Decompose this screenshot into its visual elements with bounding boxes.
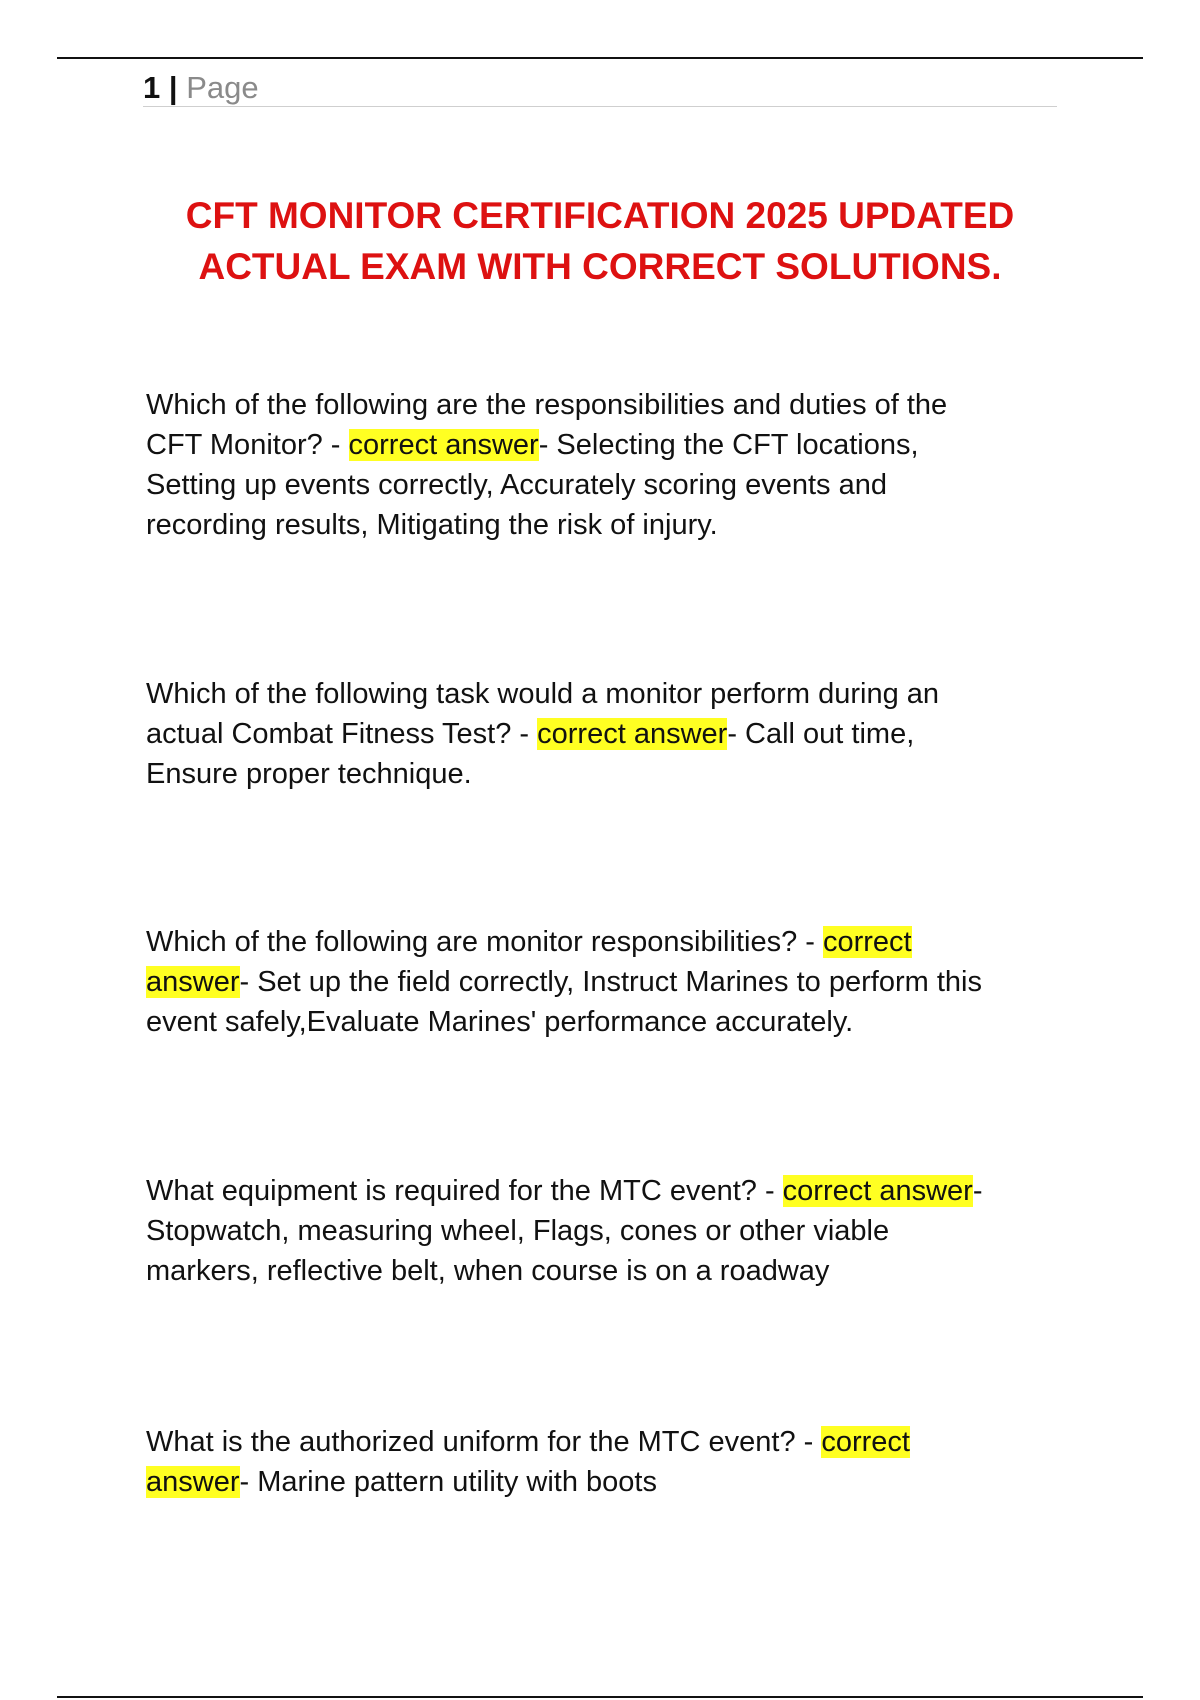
- answer-text: - Set up the field correctly, Instruct Marines to perform this event safely,Evaluate Marines' performance accurately.: [146, 966, 982, 1038]
- top-rule: [57, 57, 1143, 59]
- answer-marker: correct answer: [782, 1175, 973, 1207]
- answer-marker: correct answer: [348, 429, 539, 461]
- page-number: 1: [143, 70, 161, 105]
- page-label: Page: [186, 70, 259, 105]
- answer-text: - Marine pattern utility with boots: [239, 1466, 657, 1498]
- qa-item: [146, 385, 1006, 545]
- question-text: Which of the following are the responsibilities and duties of the CFT Monitor? -: [146, 389, 948, 461]
- question-text: What equipment is required for the MTC event? -: [146, 1175, 783, 1207]
- answer-marker: correct answer: [537, 718, 728, 750]
- answer-marker: correct answer: [146, 926, 912, 998]
- answer-text: - Selecting the CFT locations, Setting up events correctly, Accurately scoring events and recording results, Mitigating the risk of injury.: [146, 429, 919, 541]
- document-title: CFT MONITOR CERTIFICATION 2025 UPDATED ACTUAL EXAM WITH CORRECT SOLUTIONS.: [185, 195, 1015, 287]
- answer-text: - Call out time, Ensure proper technique.: [146, 718, 915, 790]
- question-text: Which of the following are monitor responsibilities? -: [146, 926, 823, 958]
- answer-text: - Stopwatch, measuring wheel, Flags, cones or other viable markers, reflective belt, when course is on a roadway: [146, 1175, 983, 1287]
- qa-item: [146, 922, 1006, 1042]
- page-separator: |: [168, 70, 178, 105]
- qa-item: [146, 1422, 1006, 1502]
- bottom-rule: [57, 1696, 1143, 1698]
- qa-item: [146, 674, 1006, 794]
- question-text: What is the authorized uniform for the MTC event? -: [146, 1426, 822, 1458]
- answer-marker: correct answer: [146, 1426, 910, 1498]
- qa-item: [146, 1171, 1006, 1291]
- page-header: [143, 70, 1057, 107]
- question-text: Which of the following task would a monitor perform during an actual Combat Fitness Test? -: [146, 678, 940, 750]
